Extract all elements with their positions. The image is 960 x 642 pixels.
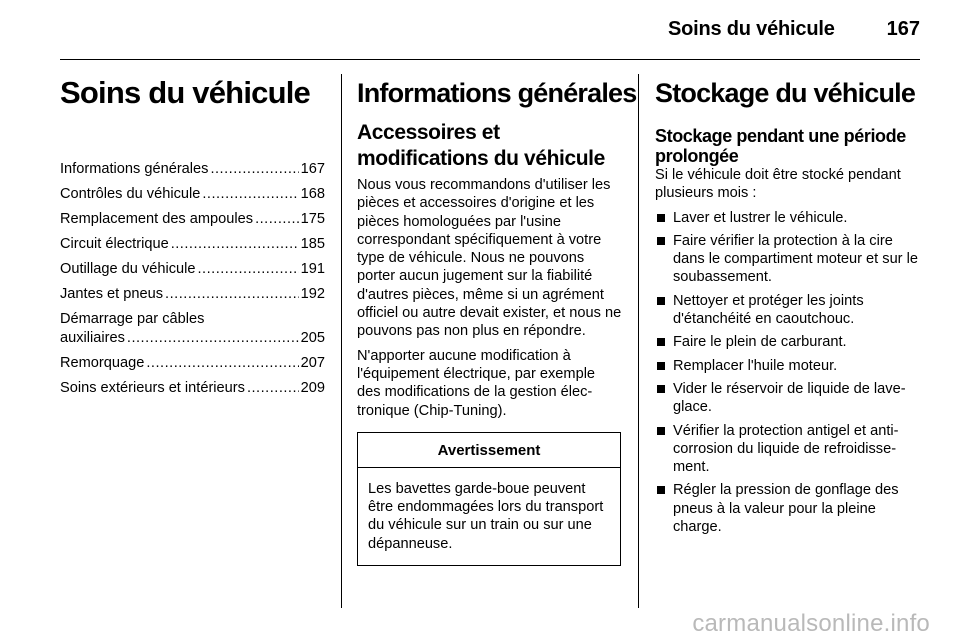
chapter-title: Soins du véhicule: [60, 75, 310, 110]
toc-item[interactable]: Contrôles du véhicule ..... 168: [60, 185, 325, 204]
list-item: Régler la pression de gonflage des pneus à la valeur pour la pleine charge.: [655, 481, 925, 536]
toc-item[interactable]: Informations générales ..... 167: [60, 160, 325, 179]
running-header: [60, 18, 920, 48]
storage-checklist: [655, 209, 925, 537]
section-title: Stockage du véhicule: [655, 78, 916, 108]
square-bullet-icon: [657, 338, 665, 346]
table-of-contents: [60, 160, 325, 398]
toc-item[interactable]: Circuit électrique ..... 185: [60, 235, 325, 254]
column-divider-2: [638, 74, 639, 608]
intro-text: Si le véhicule doit être stocké pendant plusieurs mois :: [655, 167, 901, 202]
list-item: Laver et lustrer le véhicule.: [655, 209, 925, 227]
square-bullet-icon: [657, 486, 665, 494]
toc-item[interactable]: Remorquage ..... 207: [60, 354, 325, 373]
warning-text: Les bavettes garde-boue peuvent être endommagées lors du transport du véhicule sur un train ou sur une dépanneuse.: [368, 480, 604, 552]
square-bullet-icon: [657, 427, 665, 435]
toc-item[interactable]: Jantes et pneus ..... 192: [60, 285, 325, 304]
chapter-column: [60, 60, 325, 404]
square-bullet-icon: [657, 214, 665, 222]
warning-heading: Avertissement: [358, 433, 620, 468]
list-item: Remplacer l'huile moteur.: [655, 357, 925, 375]
list-item: Faire le plein de carburant.: [655, 333, 925, 351]
square-bullet-icon: [657, 385, 665, 393]
list-item: Faire vérifier la protection à la cire dans le compartiment moteur et sur le soubassement.: [655, 232, 925, 287]
list-item: Nettoyer et protéger les joints d'étanchéité en caoutchouc.: [655, 292, 925, 329]
toc-item[interactable]: Soins extérieurs et intérieurs ..... 209: [60, 379, 325, 398]
section-title: Informations générales: [357, 78, 637, 108]
square-bullet-icon: [657, 237, 665, 245]
general-info-column: [357, 60, 637, 566]
toc-item[interactable]: Outillage du véhicule ..... 191: [60, 260, 325, 279]
column-divider-1: [341, 74, 342, 608]
paragraph: N'apporter aucune modification à l'équipement électrique, par exemple des modifications de la gestion électronique (Chip-Tuning).: [357, 347, 596, 419]
paragraph: Nous vous recommandons d'utiliser les pièces et accessoires d'origine et les pièces homologuées par l'usine correspondant spécifiquement à votre type de véhicule. Nous ne pouvons porter aucun jugement sur la fiabilité d'autres pièces, même si un agrément officiel ou autre devait exister, et nous ne pouvons pas non plus en répondre.: [357, 177, 622, 340]
subsection-title: Accessoires et modifications du véhicule: [357, 121, 605, 170]
warning-box: [357, 432, 621, 566]
running-header-title: Soins du véhicule: [667, 18, 835, 40]
square-bullet-icon: [657, 297, 665, 305]
watermark: carmanualsonline.info: [692, 610, 930, 637]
page-number: 167: [886, 18, 920, 40]
toc-item[interactable]: Démarrage par câbles auxiliaires ..... 205: [60, 310, 325, 348]
list-item: Vider le réservoir de liquide de laveglace.: [655, 380, 925, 417]
square-bullet-icon: [657, 362, 665, 370]
storage-column: [655, 60, 925, 541]
toc-item[interactable]: Remplacement des ampoules ..... 175: [60, 210, 325, 229]
subsection-title: Stockage pendant une période prolongée: [655, 126, 906, 166]
list-item: Vérifier la protection antigel et anticorrosion du liquide de refroidissement.: [655, 422, 925, 477]
